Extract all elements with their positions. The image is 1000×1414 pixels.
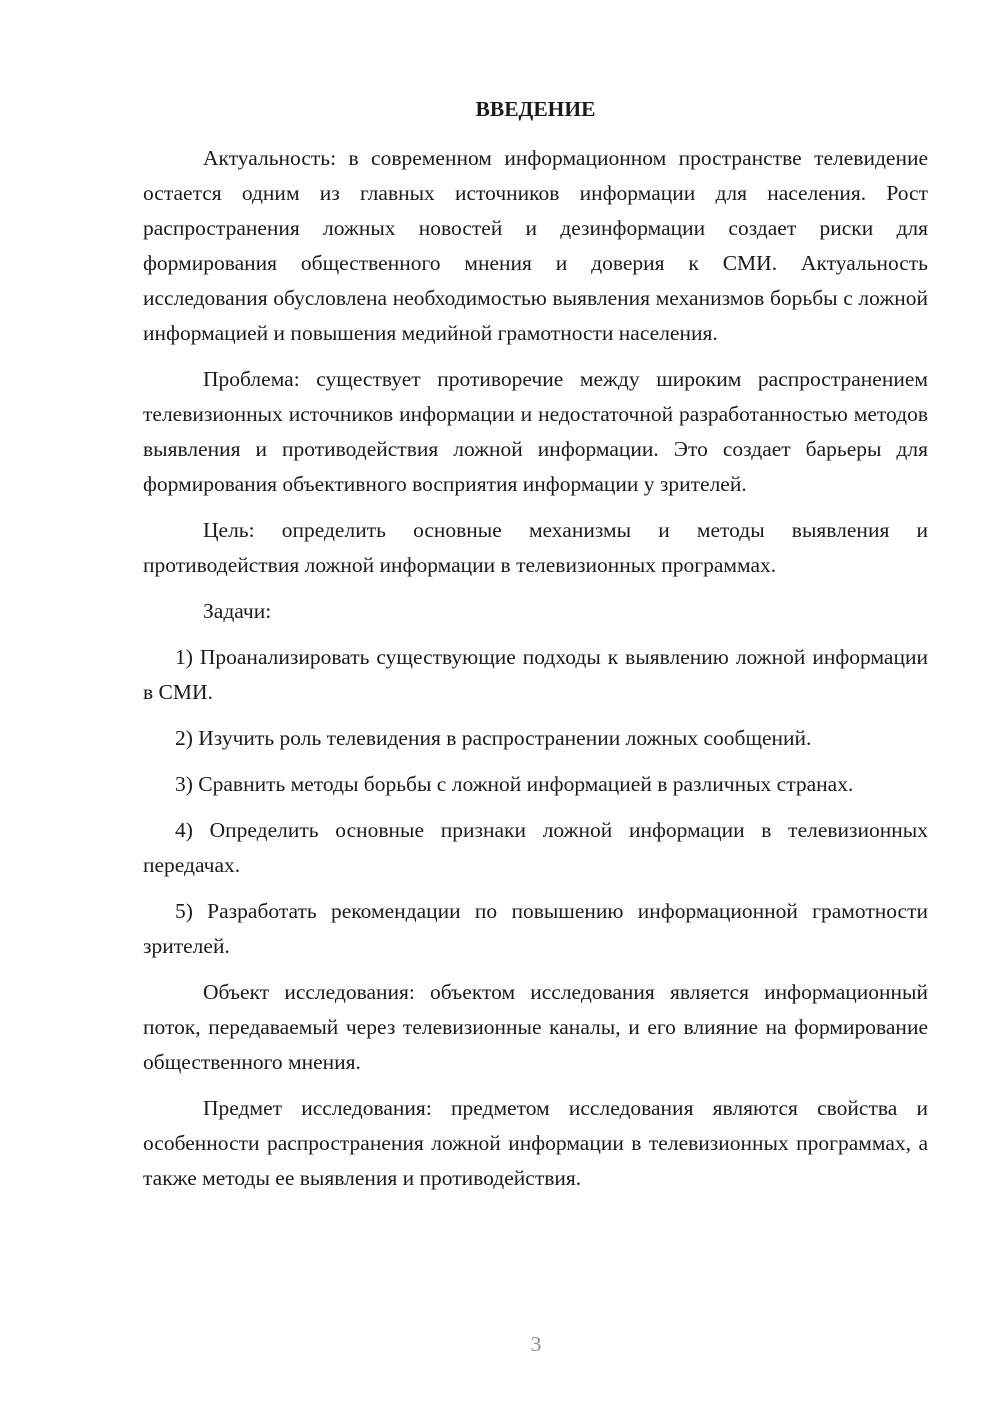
page-content bbox=[143, 92, 928, 1207]
task-item: 2) Изучить роль телевидения в распространении ложных сообщений. bbox=[175, 726, 812, 750]
task-item: 3) Сравнить методы борьбы с ложной информацией в различных странах. bbox=[175, 772, 854, 796]
task-item: 5) Разработать рекомендации по повышению информационной грамотности зрителей. bbox=[143, 899, 928, 958]
paragraph-tasks-label: Задачи: bbox=[203, 599, 272, 623]
page-number: 3 bbox=[530, 1332, 542, 1356]
paragraph-object: Объект исследования: объектом исследования является информационный поток, передаваемый через телевизионные каналы, и его влияние на формирование общественного мнения. bbox=[143, 980, 928, 1074]
paragraph-subject: Предмет исследования: предметом исследования являются свойства и особенности распространения ложной информации в телевизионных программах, а также методы ее выявления и противодействия. bbox=[143, 1096, 928, 1190]
paragraph-goal: Цель: определить основные механизмы и методы выявления и противодействия ложной информации в телевизионных программах. bbox=[143, 518, 928, 577]
task-item: 4) Определить основные признаки ложной информации в телевизионных передачах. bbox=[143, 818, 928, 877]
paragraph-problem: Проблема: существует противоречие между широким распространением телевизионных источников информации и недостаточной разработанностью методов выявления и противодействия ложной информации. Это создает барьеры для формирования объективного восприятия информации у зрителей. bbox=[143, 367, 928, 496]
page-title: ВВЕДЕНИЕ bbox=[475, 97, 596, 121]
task-item: 1) Проанализировать существующие подходы к выявлению ложной информации в СМИ. bbox=[143, 645, 928, 704]
paragraph-relevance: Актуальность: в современном информационном пространстве телевидение остается одним из главных источников информации для населения. Рост распространения ложных новостей и дезинформации создает риски для формирования общественного мнения и доверия к СМИ. Актуальность исследования обусловлена необходимостью выявления механизмов борьбы с ложной информацией и повышения медийной грамотности населения. bbox=[143, 146, 928, 345]
